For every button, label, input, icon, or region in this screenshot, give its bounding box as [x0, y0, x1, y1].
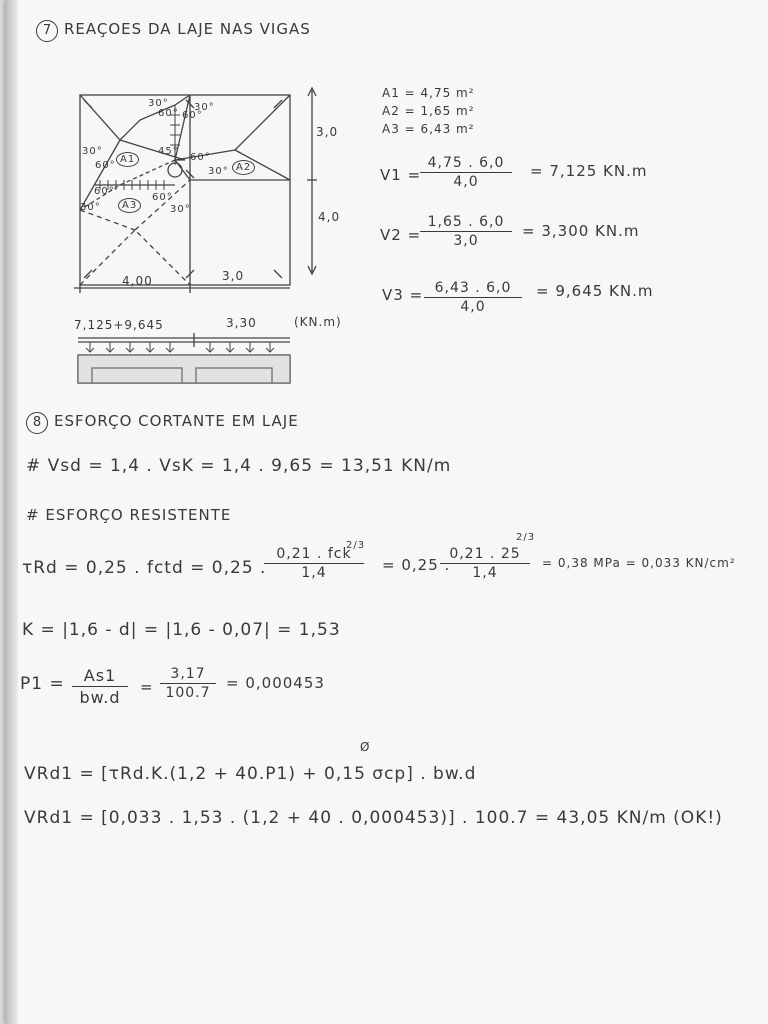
- v1-result: = 7,125 KN.m: [530, 162, 648, 180]
- v1-denominator: 4,0: [453, 174, 479, 190]
- section-8-heading: [26, 412, 299, 434]
- p1-fraction-1: [72, 666, 128, 707]
- trd-fraction-1: [264, 546, 364, 581]
- section-7-title: REAÇOES DA LAJE NAS VIGAS: [64, 20, 311, 38]
- v2-fraction: [420, 214, 512, 249]
- angle-label: 30°: [170, 204, 191, 215]
- angle-label: 60°: [152, 192, 173, 203]
- angle-label: 30°: [82, 146, 103, 157]
- v2-denominator: 3,0: [453, 233, 479, 249]
- dim-bottom-left: 4,00: [122, 274, 153, 288]
- p1-equals: =: [140, 678, 154, 696]
- angle-label: 60°: [190, 152, 211, 163]
- area-a3: A3 = 6,43 m²: [382, 122, 475, 136]
- beam-load-right: 3,30: [226, 316, 257, 330]
- v3-denominator: 4,0: [460, 299, 486, 315]
- v3-fraction: [424, 280, 522, 315]
- p1-numerator: As1: [83, 666, 117, 685]
- v1-numerator: 4,75 . 6,0: [427, 155, 505, 171]
- area-a2: A2 = 1,65 m²: [382, 104, 475, 118]
- trd-fraction-2: [440, 546, 530, 581]
- trd-part-c: = 0,38 MPa = 0,033 KN/cm²: [542, 556, 736, 570]
- v3-result: = 9,645 KN.m: [536, 282, 654, 300]
- v2-numerator: 1,65 . 6,0: [427, 214, 505, 230]
- angle-label: 45°: [158, 146, 179, 157]
- trd-f1-numerator: 0,21 . fck: [276, 546, 352, 562]
- dim-right-bottom: 4,0: [318, 210, 341, 224]
- trd-f2-exponent: 2/3: [516, 532, 536, 543]
- k-line: K = |1,6 - d| = |1,6 - 0,07| = 1,53: [22, 620, 341, 640]
- p1-numerator-2: 3,17: [170, 666, 206, 682]
- trd-f1-denominator: 1,4: [301, 565, 327, 581]
- vsd-line: # Vsd = 1,4 . VsK = 1,4 . 9,65 = 13,51 KN/m: [26, 456, 452, 476]
- v2-result: = 3,300 KN.m: [522, 222, 640, 240]
- v3-numerator: 6,43 . 6,0: [434, 280, 512, 296]
- vrd-zero-mark: Ø: [360, 740, 371, 754]
- angle-label: 60°: [94, 186, 115, 197]
- angle-label: 30°: [148, 98, 169, 109]
- area-label-a1: A1: [116, 152, 139, 167]
- vrd-calculation: VRd1 = [0,033 . 1,53 . (1,2 + 40 . 0,000453)] . 100.7 = 43,05 KN/m (OK!): [24, 808, 723, 828]
- section-8-title: ESFORÇO CORTANTE EM LAJE: [54, 412, 299, 430]
- p1-lhs: P1 =: [20, 674, 65, 694]
- v1-fraction: [420, 155, 512, 190]
- v1-lhs: V1 =: [380, 166, 422, 184]
- v3-lhs: V3 =: [382, 286, 424, 304]
- area-a1: A1 = 4,75 m²: [382, 86, 475, 100]
- trd-part-b: = 0,25 .: [382, 556, 451, 574]
- p1-denominator: bw.d: [79, 688, 121, 707]
- angle-label: 30°: [80, 202, 101, 213]
- resistant-heading: # ESFORÇO RESISTENTE: [26, 506, 232, 524]
- v2-lhs: V2 =: [380, 226, 422, 244]
- dim-bottom-right: 3,0: [222, 269, 245, 283]
- angle-label: 30°: [194, 102, 215, 113]
- beam-load-unit: (KN.m): [294, 315, 342, 329]
- section-7-number: 7: [36, 20, 58, 42]
- beam-load-left: 7,125+9,645: [74, 318, 164, 332]
- area-label-a3: A3: [118, 198, 141, 213]
- trd-f2-denominator: 1,4: [472, 565, 498, 581]
- p1-denominator-2: 100.7: [165, 685, 211, 701]
- section-8-number: 8: [26, 412, 48, 434]
- angle-label: 30°: [208, 166, 229, 177]
- p1-fraction-2: [160, 666, 216, 701]
- p1-result: = 0,000453: [226, 674, 325, 692]
- trd-f1-exponent: 2/3: [346, 540, 366, 551]
- angle-label: 60°: [182, 110, 203, 121]
- angle-label: 60°: [95, 160, 116, 171]
- area-label-a2: A2: [232, 160, 255, 175]
- angle-label: 60°: [158, 108, 179, 119]
- vrd-formula: VRd1 = [τRd.K.(1,2 + 40.P1) + 0,15 σcp] . bw.d: [24, 764, 477, 784]
- trd-f2-numerator: 0,21 . 25: [449, 546, 521, 562]
- trd-part-a: τRd = 0,25 . fctd = 0,25 .: [22, 558, 267, 578]
- dim-right-top: 3,0: [316, 125, 339, 139]
